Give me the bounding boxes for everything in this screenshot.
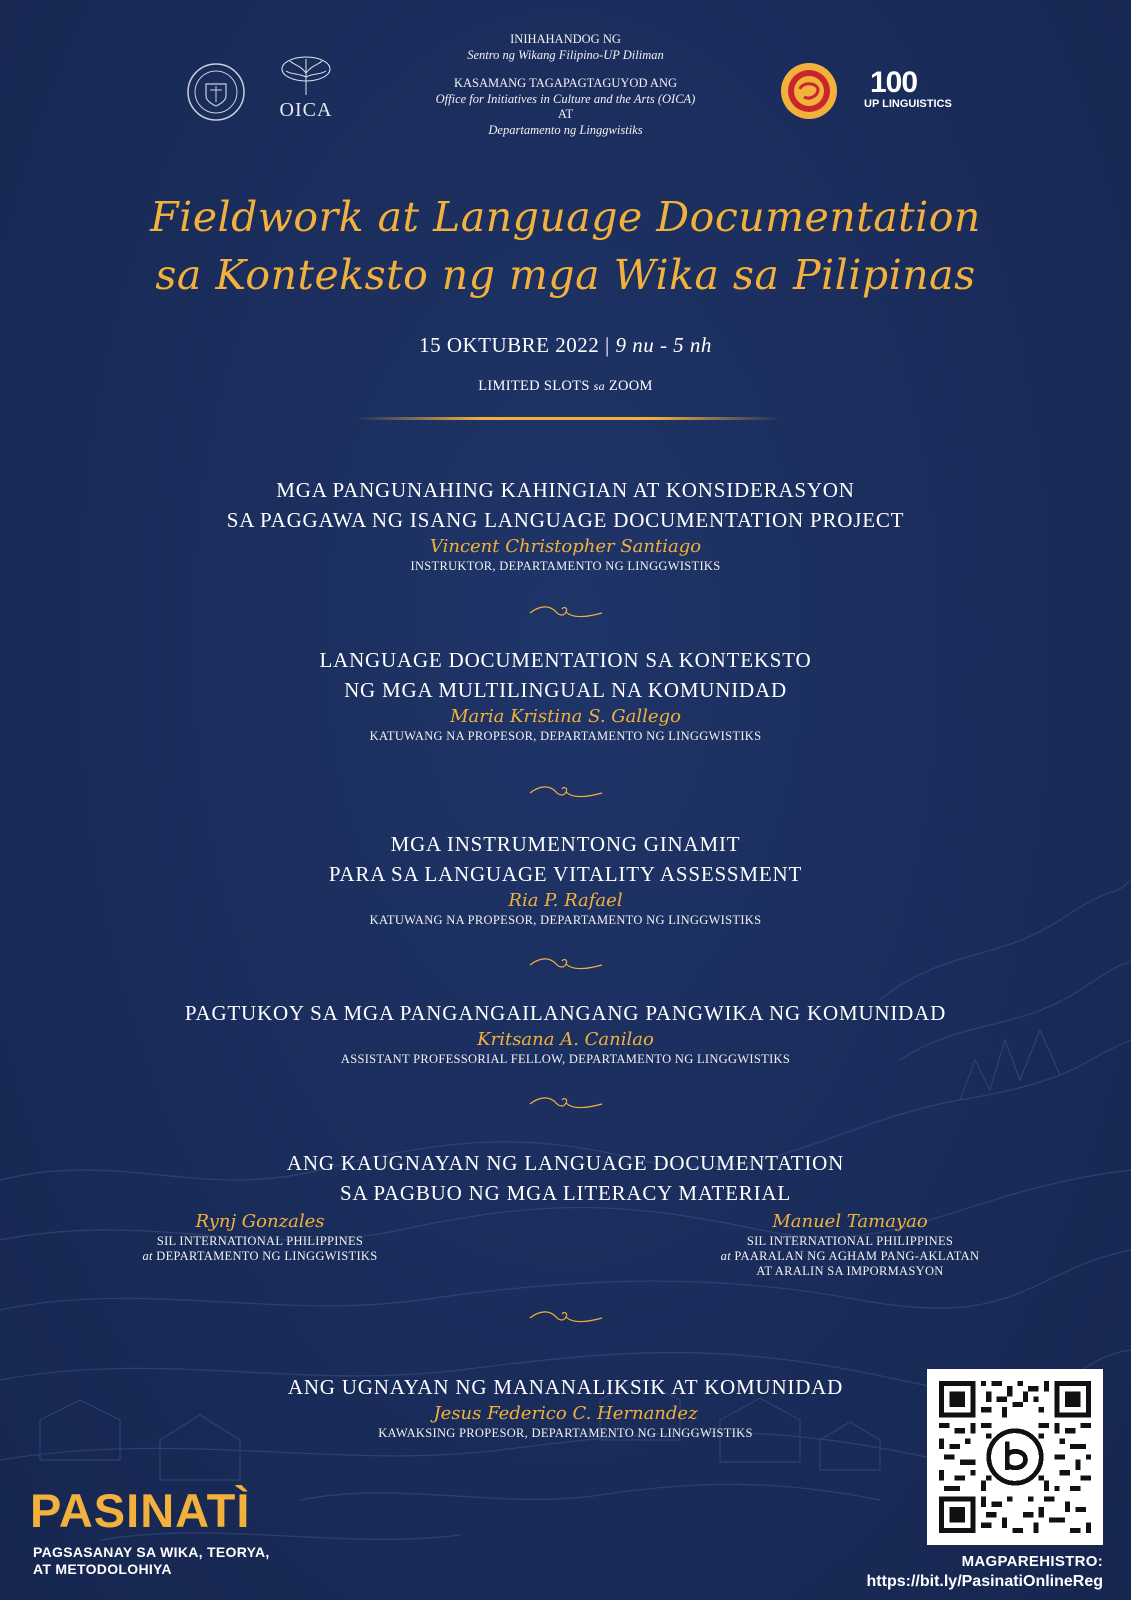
session-title-line-2: PARA SA LANGUAGE VITALITY ASSESSMENT bbox=[328, 862, 803, 886]
flourish-divider-icon bbox=[526, 953, 606, 975]
session-speaker: Manuel Tamayao bbox=[772, 1211, 928, 1232]
title-line-2: sa Konteksto ng mga Wika sa Pilipinas bbox=[155, 251, 976, 299]
session-speaker-role: KATUWANG NA PROPESOR, DEPARTAMENTO NG LINGGWISTIKS bbox=[369, 913, 762, 927]
session-title-line-1: MGA INSTRUMENTONG GINAMIT bbox=[390, 832, 741, 856]
event-date-time bbox=[0, 333, 1131, 358]
limited-slots-note bbox=[0, 378, 1131, 395]
session-title-line-2: SA PAGGAWA NG ISANG LANGUAGE DOCUMENTATION PROJECT bbox=[226, 508, 905, 532]
session-speaker-role: INSTRUKTOR, DEPARTAMENTO NG LINGGWISTIKS bbox=[410, 559, 721, 573]
session-5-speaker-left bbox=[100, 1210, 420, 1264]
tagline-line-1: PAGSASANAY SA WIKA, TEORYA, bbox=[33, 1544, 270, 1560]
qr-code-icon bbox=[939, 1381, 1091, 1533]
upling-logo-number: 100 bbox=[870, 66, 918, 99]
role-at: at bbox=[142, 1249, 153, 1263]
session-speaker: Ria P. Rafael bbox=[508, 890, 623, 911]
session-title-line-2: NG MGA MULTILINGUAL NA KOMUNIDAD bbox=[344, 678, 787, 702]
session-title-line-1: LANGUAGE DOCUMENTATION SA KONTEKSTO bbox=[319, 648, 812, 672]
event-title bbox=[0, 188, 1131, 304]
session-title-line-1: ANG UGNAYAN NG MANANALIKSIK AT KOMUNIDAD bbox=[287, 1375, 844, 1399]
conjunction-at: AT bbox=[557, 107, 574, 121]
session-2 bbox=[0, 645, 1131, 744]
session-speaker: Kritsana A. Canilao bbox=[477, 1029, 654, 1050]
session-4 bbox=[0, 998, 1131, 1067]
presented-by-label: INIHAHANDOG NG bbox=[510, 32, 621, 46]
event-date: 15 OKTUBRE 2022 | bbox=[419, 333, 616, 357]
session-title-line-1: ANG KAUGNAYAN NG LANGUAGE DOCUMENTATION bbox=[286, 1151, 845, 1175]
oica-logo-text: OICA bbox=[279, 99, 333, 121]
session-1 bbox=[0, 475, 1131, 574]
slots-post: ZOOM bbox=[604, 378, 653, 394]
register-link[interactable]: https://bit.ly/PasinatiOnlineReg bbox=[866, 1573, 1103, 1590]
session-speaker-role: SIL INTERNATIONAL PHILIPPINES bbox=[156, 1234, 364, 1248]
tagline-line-2: AT METODOLOHIYA bbox=[33, 1561, 172, 1577]
session-title-line-2: SA PAGBUO NG MGA LITERACY MATERIAL bbox=[340, 1181, 791, 1205]
role-text: PAARALAN NG AGHAM PANG-AKLATAN bbox=[730, 1249, 980, 1263]
register-label: MAGPAREHISTRO: bbox=[961, 1553, 1103, 1570]
registration-qr-code[interactable] bbox=[927, 1369, 1103, 1545]
slots-pre: LIMITED SLOTS bbox=[478, 378, 594, 394]
session-speaker-role-2 bbox=[100, 1249, 420, 1264]
gold-divider-rule bbox=[355, 417, 780, 420]
session-speaker-role: KATUWANG NA PROPESOR, DEPARTAMENTO NG LINGGWISTIKS bbox=[369, 729, 762, 743]
role-text: DEPARTAMENTO NG LINGGWISTIKS bbox=[152, 1249, 378, 1263]
partner-department: Departamento ng Linggwistiks bbox=[488, 122, 643, 137]
flourish-divider-icon bbox=[526, 1092, 606, 1114]
session-title-line-1: MGA PANGUNAHING KAHINGIAN AT KONSIDERASYON bbox=[276, 478, 855, 502]
session-title-line-1: PAGTUKOY SA MGA PANGANGAILANGANG PANGWIKA NG KOMUNIDAD bbox=[184, 1001, 947, 1025]
session-speaker-role-3: AT ARALIN SA IMPORMASYON bbox=[756, 1264, 944, 1278]
slots-sa: sa bbox=[593, 379, 605, 393]
session-speaker: Vincent Christopher Santiago bbox=[429, 536, 702, 557]
session-5-speaker-right bbox=[680, 1210, 1020, 1279]
flourish-divider-icon bbox=[526, 1306, 606, 1328]
event-time: 9 nu - 5 nh bbox=[615, 333, 712, 357]
flourish-divider-icon bbox=[526, 781, 606, 803]
session-5 bbox=[0, 1148, 1131, 1208]
session-speaker-role: KAWAKSING PROPESOR, DEPARTAMENTO NG LINGGWISTIKS bbox=[378, 1426, 753, 1440]
session-speaker: Jesus Federico C. Hernandez bbox=[433, 1403, 698, 1424]
pasinati-tagline bbox=[33, 1544, 270, 1578]
session-speaker: Rynj Gonzales bbox=[195, 1211, 325, 1232]
pasinati-brand: PASINATÌ bbox=[30, 1484, 251, 1537]
session-speaker-role: SIL INTERNATIONAL PHILIPPINES bbox=[746, 1234, 954, 1248]
session-speaker-role-2 bbox=[680, 1249, 1020, 1264]
host-name: Sentro ng Wikang Filipino-UP Diliman bbox=[467, 47, 664, 62]
session-3 bbox=[0, 829, 1131, 928]
session-speaker-role: ASSISTANT PROFESSORIAL FELLOW, DEPARTAMENTO NG LINGGWISTIKS bbox=[340, 1052, 791, 1066]
co-presented-label: KASAMANG TAGAPAGTAGUYOD ANG bbox=[453, 76, 678, 90]
partner-oica: Office for Initiatives in Culture and the Arts (OICA) bbox=[435, 91, 696, 106]
role-at: at bbox=[720, 1249, 731, 1263]
upling-logo-text: UP LINGUISTICS bbox=[864, 98, 952, 110]
flourish-divider-icon bbox=[526, 601, 606, 623]
session-speaker: Maria Kristina S. Gallego bbox=[450, 706, 681, 727]
presenter-block bbox=[0, 32, 1131, 138]
title-line-1: Fieldwork at Language Documentation bbox=[150, 193, 981, 241]
